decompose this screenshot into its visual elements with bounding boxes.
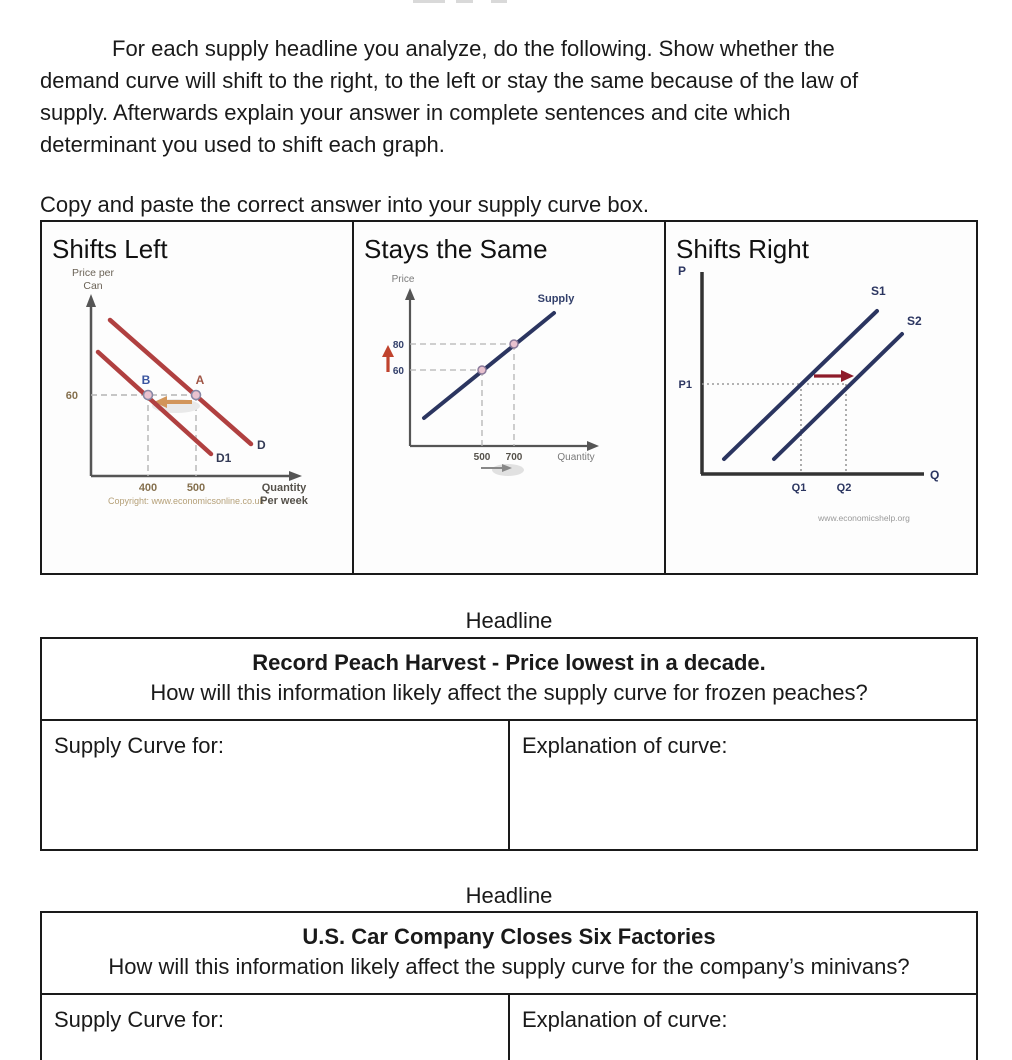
supply-curve-label: Supply Curve for: (54, 1007, 224, 1032)
x-tick-700: 700 (505, 452, 523, 463)
supply-curve-s2 (774, 334, 902, 459)
x-tick-q2: Q2 (836, 482, 852, 494)
copyright-text: Copyright: www.economicsonline.co.uk (107, 496, 265, 506)
supply-curve-label: Supply (537, 293, 575, 305)
answer-table-body (42, 721, 976, 851)
option-title-shifts-right: Shifts Right (676, 234, 809, 264)
explanation-answer-cell-peach[interactable] (510, 721, 976, 851)
instructions-paragraph (40, 33, 940, 161)
headline-title-peach: Record Peach Harvest - Price lowest in a decade. (252, 650, 766, 675)
point-a-label: A (195, 373, 205, 387)
stays-the-same-graph (376, 266, 626, 478)
option-title-stays-the-same: Stays the Same (364, 234, 548, 264)
x-axis-label-line2: Per week (260, 495, 308, 507)
y-tick-80: 80 (392, 340, 404, 351)
x-tick-400: 400 (138, 482, 158, 494)
explanation-answer-cell-car[interactable] (510, 995, 976, 1060)
option-cell-shifts-left[interactable] (42, 222, 354, 573)
answer-table-header (42, 913, 976, 995)
x-axis-label: Q (930, 468, 940, 482)
point-500-60-marker (478, 366, 486, 374)
shifts-left-graph (46, 262, 318, 514)
x-tick-q1: Q1 (791, 482, 807, 494)
copy-paste-instruction: Copy and paste the correct answer into your supply curve box. (40, 192, 649, 217)
y-axis-arrowhead-icon (405, 288, 415, 300)
x-axis-label: Quantity (557, 452, 595, 463)
y-axis-label: Price (391, 274, 415, 285)
headline-label-1: Headline (465, 608, 553, 633)
x-axis-arrowhead-icon (587, 441, 599, 451)
paragraph-line: determinant you used to shift each graph. (40, 132, 445, 157)
y-axis-label-line1: Price per (71, 267, 115, 279)
curve-d-label: D (257, 438, 266, 452)
point-700-80-marker (510, 340, 518, 348)
y-tick-60: 60 (392, 366, 404, 377)
x-axis-label-line1: Quantity (261, 482, 307, 494)
supply-options-table (40, 220, 978, 575)
option-title-shifts-left: Shifts Left (52, 234, 168, 264)
curve-s2-label: S2 (907, 314, 922, 328)
answer-table-body (42, 995, 976, 1060)
option-cell-shifts-right[interactable] (666, 222, 976, 573)
headline-question-car: How will this information likely affect the supply curve for the company’s minivans? (108, 954, 910, 979)
price-p1-label: P1 (678, 379, 692, 391)
y-tick-60: 60 (65, 390, 78, 402)
y-axis-label: P (678, 264, 687, 278)
explanation-label: Explanation of curve: (522, 733, 728, 758)
supply-curve-label: Supply Curve for: (54, 733, 224, 758)
headline-question-peach: How will this information likely affect the supply curve for frozen peaches? (150, 680, 868, 705)
y-axis-arrowhead-icon (86, 294, 96, 307)
point-b-marker (144, 391, 153, 400)
watermark-text: www.economicshelp.org (818, 513, 910, 523)
x-axis-arrowhead-icon (289, 471, 302, 481)
curve-d1-label: D1 (216, 451, 232, 465)
curve-s1-label: S1 (871, 284, 886, 298)
x-tick-500: 500 (186, 482, 206, 494)
headline-title-car: U.S. Car Company Closes Six Factories (302, 924, 716, 949)
y-axis-label-line2: Can (83, 280, 103, 292)
supply-curve-answer-cell-car[interactable] (42, 995, 510, 1060)
headline-label-2: Headline (465, 883, 553, 908)
point-a-marker (192, 391, 201, 400)
point-b-label: B (141, 373, 151, 387)
supply-curve (424, 313, 554, 418)
paragraph-line: demand curve will shift to the right, to the left or stay the same because of the law of (40, 68, 859, 93)
answer-table-peach (40, 637, 978, 851)
x-tick-500: 500 (473, 452, 491, 463)
paragraph-line: For each supply headline you analyze, do the following. Show whether the (112, 36, 835, 61)
arrow-shadow (492, 464, 524, 476)
option-cell-stays-the-same[interactable] (354, 222, 666, 573)
answer-table-header (42, 639, 976, 721)
shifts-right-graph (668, 258, 950, 534)
supply-curve-answer-cell-peach[interactable] (42, 721, 510, 851)
supply-curve-s1 (724, 311, 877, 459)
answer-table-car (40, 911, 978, 1060)
paragraph-line: supply. Afterwards explain your answer in complete sentences and cite which (40, 100, 791, 125)
explanation-label: Explanation of curve: (522, 1007, 728, 1032)
